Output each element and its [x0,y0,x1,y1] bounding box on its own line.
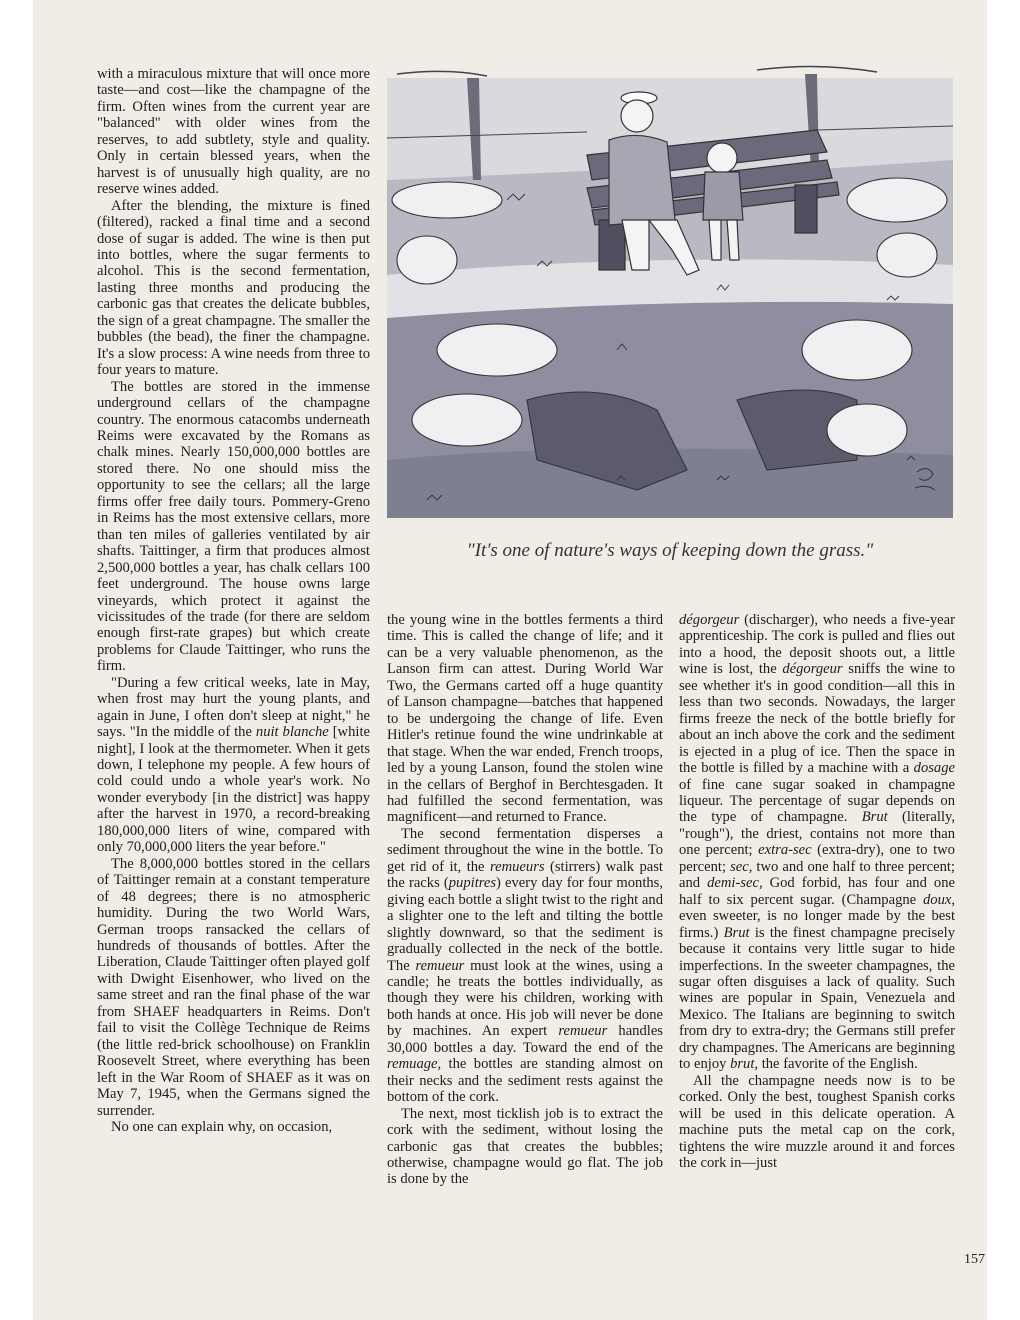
cartoon-caption: "It's one of nature's ways of keeping down the grass." [466,540,874,561]
paragraph: No one can explain why, on occasion, [111,1119,333,1135]
paragraph: with a miraculous mixture that will once more taste—and cost—like the champagne of the firm. Often wines from the current year are "balanced" with older wines from the reserves, to add subtlety, style and quality. Only in certain blessed years, when the harvest is of unusually high quality, are no reserve wines added. [97,66,370,198]
paragraph: All the champagne needs now is to be corked. Only the best, toughest Spanish corks will be used in this delicate operation. A machine puts the metal cap on the cork, tightens the wire muzzle around it and forces the cork in—just [679,1072,955,1171]
paragraph: "During a few critical weeks, late in May, when frost may hurt the young plants, and again in June, I often don't sleep at night," he says. "In the middle of the nuit blanche [white night], I look at the thermometer. When it gets down, I telephone my people. A few hours of cold could undo a whole year's work. No wonder everybody [in the district] was happy after the harvest in 1970, a record-breaking 180,000,000 liters of wine, compared with only 70,000,000 liters the year before." [97,674,370,856]
paragraph: The 8,000,000 bottles stored in the cellars of Taittinger remain at a constant temperature of 48 degrees; there is no atmospheric humidity. During the two World Wars, German troops ransacked the cellars of hundreds of thousands of bottles. After the Liberation, Claude Taittinger often played golf with Dwight Eisenhower, who lived on the same street and ran the final phase of the war from SHAEF headquarters in Reims. Don't fail to visit the Collège Technique de Reims (the little red-brick schoolhouse) on Franklin Roosevelt Street, where everything has been left in the War Room of SHAEF as it was on May 7, 1945, when the Germans signed the surrender. [97,855,370,1119]
paragraph: the young wine in the bottles ferments a third time. This is called the change of life; and it can be a very valuable phenomenon, as the Lanson firm can attest. During World War Two, the Germans carted off a huge quantity of Lanson champagne—batches that happened to be undergoing the change of life. Even Hitler's retinue found the wine undrinkable at that stage. When the war ended, French troops, led by a young Lanson, found the stolen wine in the cellars of Berghof in Berchtesgaden. It had fulfilled the second fermentation, was magnificent—and returned to France. [387,612,663,826]
text-column-3 [679,612,955,1171]
text-column-2 [387,612,663,1188]
paragraph: The next, most ticklish job is to extract the cork with the sediment, without losing the carbonic gas that creates the bubbles; otherwise, champagne would go flat. The job is done by the [387,1105,663,1188]
paragraph: dégorgeur (discharger), who needs a five-year apprenticeship. The cork is pulled and flies out into a hood, the deposit shoots out, a little wine is lost, the dégorgeur sniffs the wine to see whether it's in good condition—all this in less than two seconds. Nowadays, the larger firms freeze the neck of the bottle briefly for about an inch above the cork and the sediment is ejected in a plug of ice. Then the space in the bottle is filled by a machine with a dosage of fine cane sugar soaked in champagne liqueur. The percentage of sugar depends on the type of champagne. Brut (literally, "rough"), the driest, contains not more than one percent; extra-sec (extra-dry), one to two percent; sec, two and one half to three percent; and demi-sec, God forbid, has four and one half to six percent sugar. (Champagne doux, even sweeter, is no longer made by the best firms.) Brut is the finest champagne precisely because it contains very little sugar to hide imperfections. In the sweeter champagnes, the sugar often disguises a lack of quality. Such wines are popular in Spain, Venezuela and Mexico. The Italians are beginning to switch from dry to extra-dry; the Germans still prefer dry champagnes. The Americans are beginning to enjoy brut, the favorite of the English. [679,612,955,1073]
paragraph: The bottles are stored in the immense underground cellars of the champagne country. The enormous catacombs underneath Reims were excavated by the Romans as chalk mines. Nearly 150,000,000 bottles are stored there. No one should miss the opportunity to see the cellars; all the large firms offer free daily tours. Pommery-Greno in Reims has the most extensive cellars, more than ten miles of galleries ventilated by air shafts. Taittinger, a firm that produces almost 2,500,000 bottles a year, has chalk cellars 100 feet underground. The house owns large vineyards, which protect it against the vicissitudes of the trade (for there are seldom enough first-rate grapes) but which create problems for Claude Taittinger, who runs the firm. [97,378,370,675]
paragraph: After the blending, the mixture is fined (filtered), racked a final time and a second dose of sugar is added. The wine is then put into bottles, where the sugar ferments to alcohol. This is the second fermentation, lasting three months and producing the carbonic gas that creates the delicate bubbles, the sign of a great champagne. The smaller the bubbles (the bead), the finer the champagne. It's a slow process: A wine needs from three to four years to mature. [97,197,370,379]
park-bench-cartoon [387,60,953,526]
page-number: 157 [964,1252,985,1267]
text-column-1 [97,66,370,1135]
magazine-page [33,0,987,1320]
paragraph: The second fermentation disperses a sediment throughout the wine in the bottle. To get rid of it, the remueurs (stirrers) walk past the racks (pupitres) every day for four months, giving each bottle a slight twist to the right and a slighter one to the left and tilting the bottle slightly downward, so that the sediment is gradually collected in the neck of the bottle. The remueur must look at the wines, using a candle; he treats the bottles individually, as though they were his children, working with both hands at once. His job will never be done by machines. An expert remueur handles 30,000 bottles a day. Toward the end of the remuage, the bottles are standing almost on their necks and the sediment rests against the bottom of the cork. [387,825,663,1106]
cartoon-illustration [387,60,953,526]
